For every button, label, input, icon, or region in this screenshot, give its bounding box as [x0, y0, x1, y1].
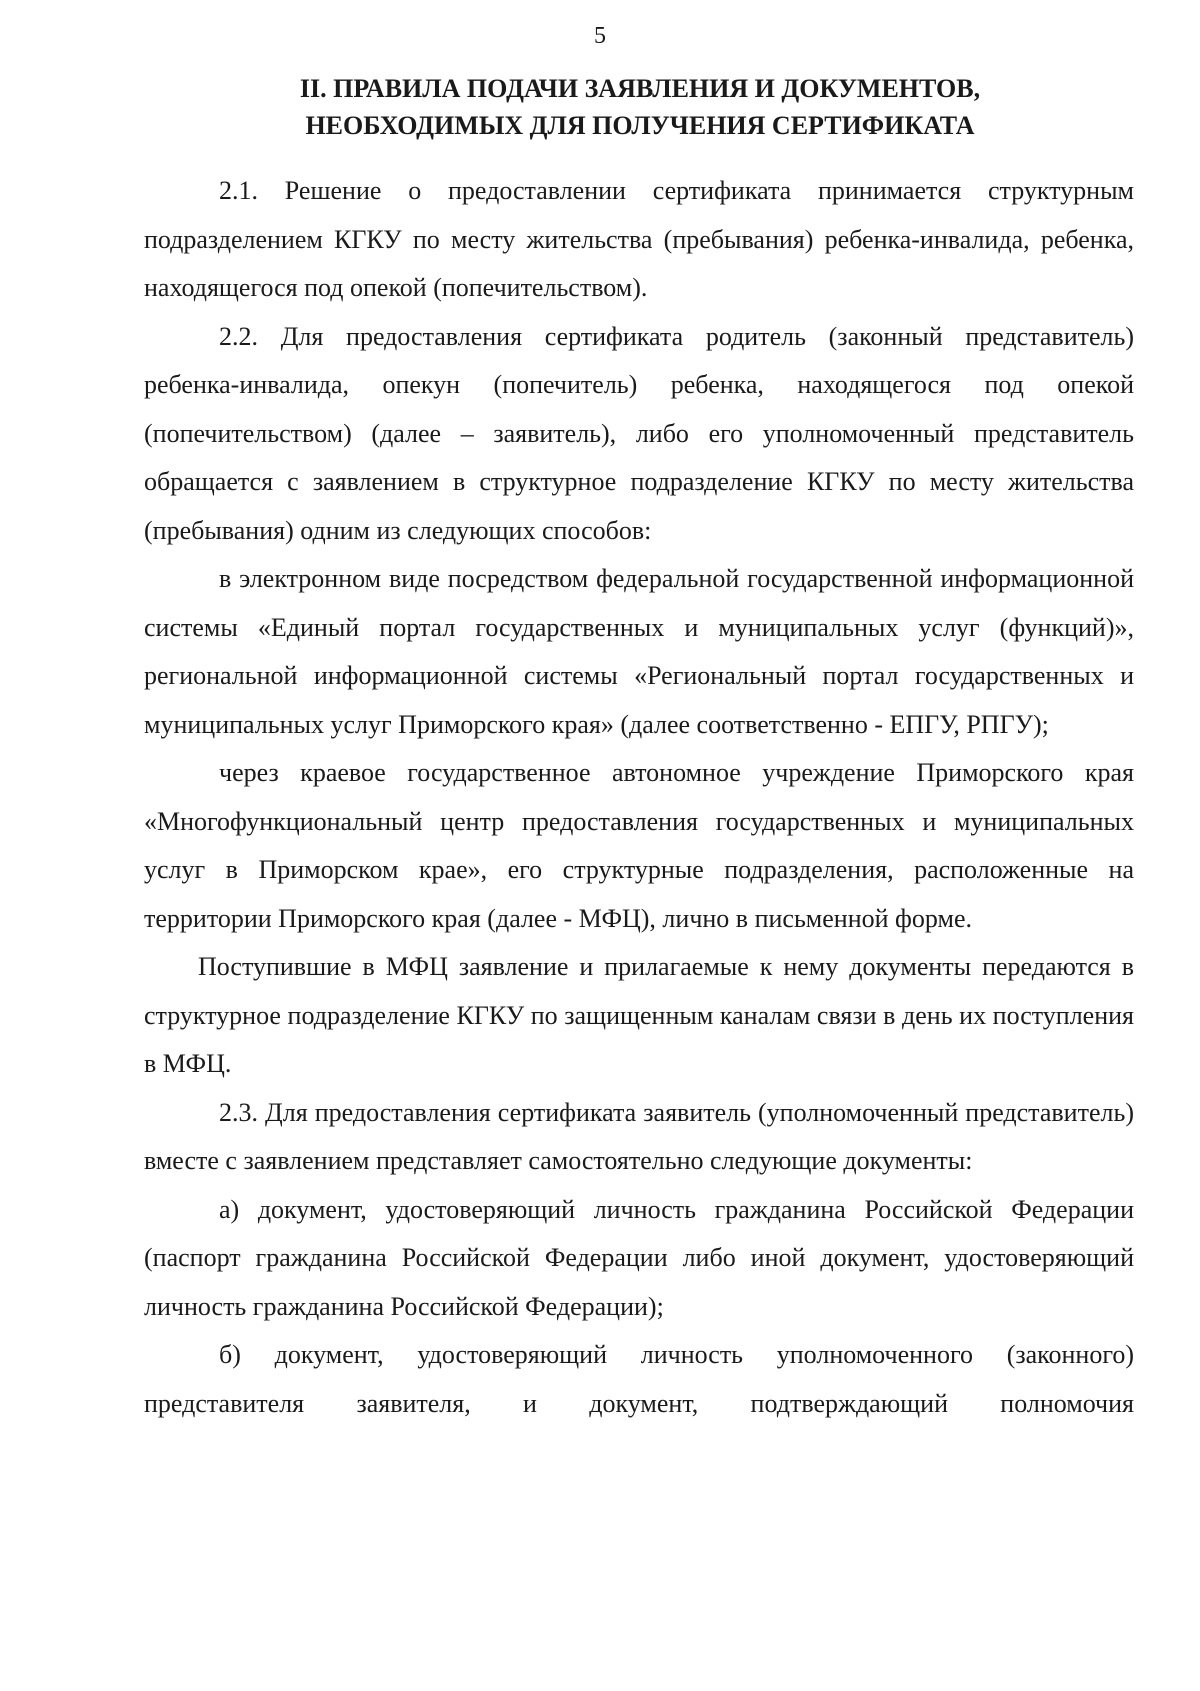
page-number: 5 [594, 23, 606, 49]
section-heading-line-1: II. ПРАВИЛА ПОДАЧИ ЗАЯВЛЕНИЯ И ДОКУМЕНТОВ, [299, 74, 981, 103]
paragraph-mfc-transfer: Поступившие в МФЦ заявление и прилагаемые к нему документы передаются в структурное подразделение КГКУ по защищенным каналам связи в день их поступления в МФЦ. [144, 952, 1134, 1078]
paragraph-2-3: 2.3. Для предоставления сертификата заявитель (уполномоченный представитель) вместе с заявлением представляет самостоятельно следующие документы: [144, 1097, 1134, 1175]
list-item-a: а) документ, удостоверяющий личность гражданина Российской Федерации (паспорт гражданина Российской Федерации либо иной документ, удостоверяющий личность гражданина Российской Федерации); [144, 1194, 1134, 1321]
document-body [144, 167, 1134, 1428]
list-item-b: б) документ, удостоверяющий личность уполномоченного (законного) представителя заявителя, и документ, подтверждающий полномочия [144, 1340, 1134, 1418]
paragraph-2-2: 2.2. Для предоставления сертификата родитель (законный представитель) ребенка-инвалида, опекун (попечитель) ребенка, находящегося под опекой (попечительством) (далее – заявитель), либо его уполномоченный представитель обращается с заявлением в структурное подразделение КГКУ по месту жительства (пребывания) одним из следующих способов: [144, 321, 1134, 545]
section-heading-line-2: НЕОБХОДИМЫХ ДЛЯ ПОЛУЧЕНИЯ СЕРТИФИКАТА [305, 111, 975, 140]
section-heading [150, 70, 1130, 144]
paragraph-2-1: 2.1. Решение о предоставлении сертификата принимается структурным подразделением КГКУ по месту жительства (пребывания) ребенка-инвалида, ребенка, находящегося под опекой (попечительством). [144, 176, 1134, 302]
paragraph-mfc-method: через краевое государственное автономное учреждение Приморского края «Многофункциональный центр предоставления государственных и муниципальных услуг в Приморском крае», его структурные подразделения, расположенные на территории Приморского края (далее - МФЦ), лично в письменной форме. [144, 758, 1134, 933]
paragraph-electronic-method: в электронном виде посредством федеральной государственной информационной системы «Единый портал государственных и муниципальных услуг (функций)», региональной информационной системы «Региональный портал государственных и муниципальных услуг Приморского края» (далее соответственно - ЕПГУ, РПГУ); [144, 564, 1134, 739]
